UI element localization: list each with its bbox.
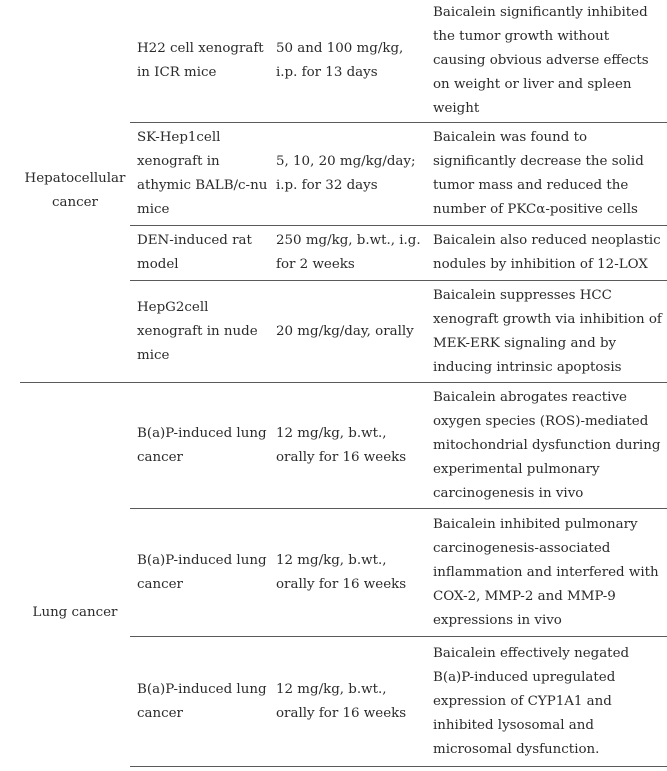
- table-row: [130, 0, 667, 123]
- outcome-cell: Baicalein also reduced neoplastic nodules by inhibition of 12-LOX: [433, 233, 661, 272]
- table-row: [130, 383, 667, 509]
- model-cell: H22 cell xenograft in ICR mice: [137, 41, 264, 80]
- outcome-cell: Baicalein was found to significantly decrease the solid tumor mass and reduced the number of PKCα-positive cells: [433, 130, 644, 217]
- group-label: Hepatocellular cancer: [24, 171, 126, 210]
- dose-cell: 12 mg/kg, b.wt., orally for 16 weeks: [276, 425, 407, 465]
- table-group: [0, 0, 667, 382]
- group-label: Lung cancer: [32, 605, 118, 620]
- table-row: [130, 637, 667, 767]
- model-cell: B(a)P-induced lung cancer: [137, 552, 267, 592]
- model-cell: SK-Hep1cell xenograft in athymic BALB/c-nu mice: [137, 130, 268, 217]
- dose-cell: 20 mg/kg/day, orally: [276, 323, 414, 339]
- table-row: [130, 226, 667, 281]
- table-row: [130, 123, 667, 226]
- outcome-cell: Baicalein significantly inhibited the tumor growth without causing obvious adverse effects on weight or liver and spleen weight: [433, 5, 649, 116]
- outcome-cell: Baicalein inhibited pulmonary carcinogenesis-associated inflammation and interfered with COX-2, MMP-2 and MMP-9 expressions in vivo: [433, 516, 659, 628]
- table-row: [130, 281, 667, 382]
- outcome-cell: Baicalein suppresses HCC xenograft growth via inhibition of MEK-ERK signaling and by inducing intrinsic apoptosis: [433, 287, 662, 375]
- dose-cell: 250 mg/kg, b.wt., i.g. for 2 weeks: [276, 233, 421, 272]
- dose-cell: 12 mg/kg, b.wt., orally for 16 weeks: [276, 681, 407, 721]
- model-cell: B(a)P-induced lung cancer: [137, 681, 267, 721]
- model-cell: B(a)P-induced lung cancer: [137, 425, 267, 465]
- model-cell: HepG2cell xenograft in nude mice: [137, 299, 258, 363]
- model-cell: DEN-induced rat model: [137, 233, 252, 272]
- outcome-cell: Baicalein effectively negated B(a)P-induced upregulated expression of CYP1A1 and inhibited lysosomal and microsomal dysfunction.: [433, 645, 630, 757]
- table-row: [130, 509, 667, 637]
- outcome-cell: Baicalein abrogates reactive oxygen species (ROS)-mediated mitochondrial dysfunction during experimental pulmonary carcinogenesis in vivo: [433, 389, 661, 501]
- dose-cell: 50 and 100 mg/kg, i.p. for 13 days: [276, 41, 404, 80]
- dose-cell: 5, 10, 20 mg/kg/day; i.p. for 32 days: [276, 154, 416, 193]
- dose-cell: 12 mg/kg, b.wt., orally for 16 weeks: [276, 552, 407, 592]
- table-group: [0, 383, 667, 771]
